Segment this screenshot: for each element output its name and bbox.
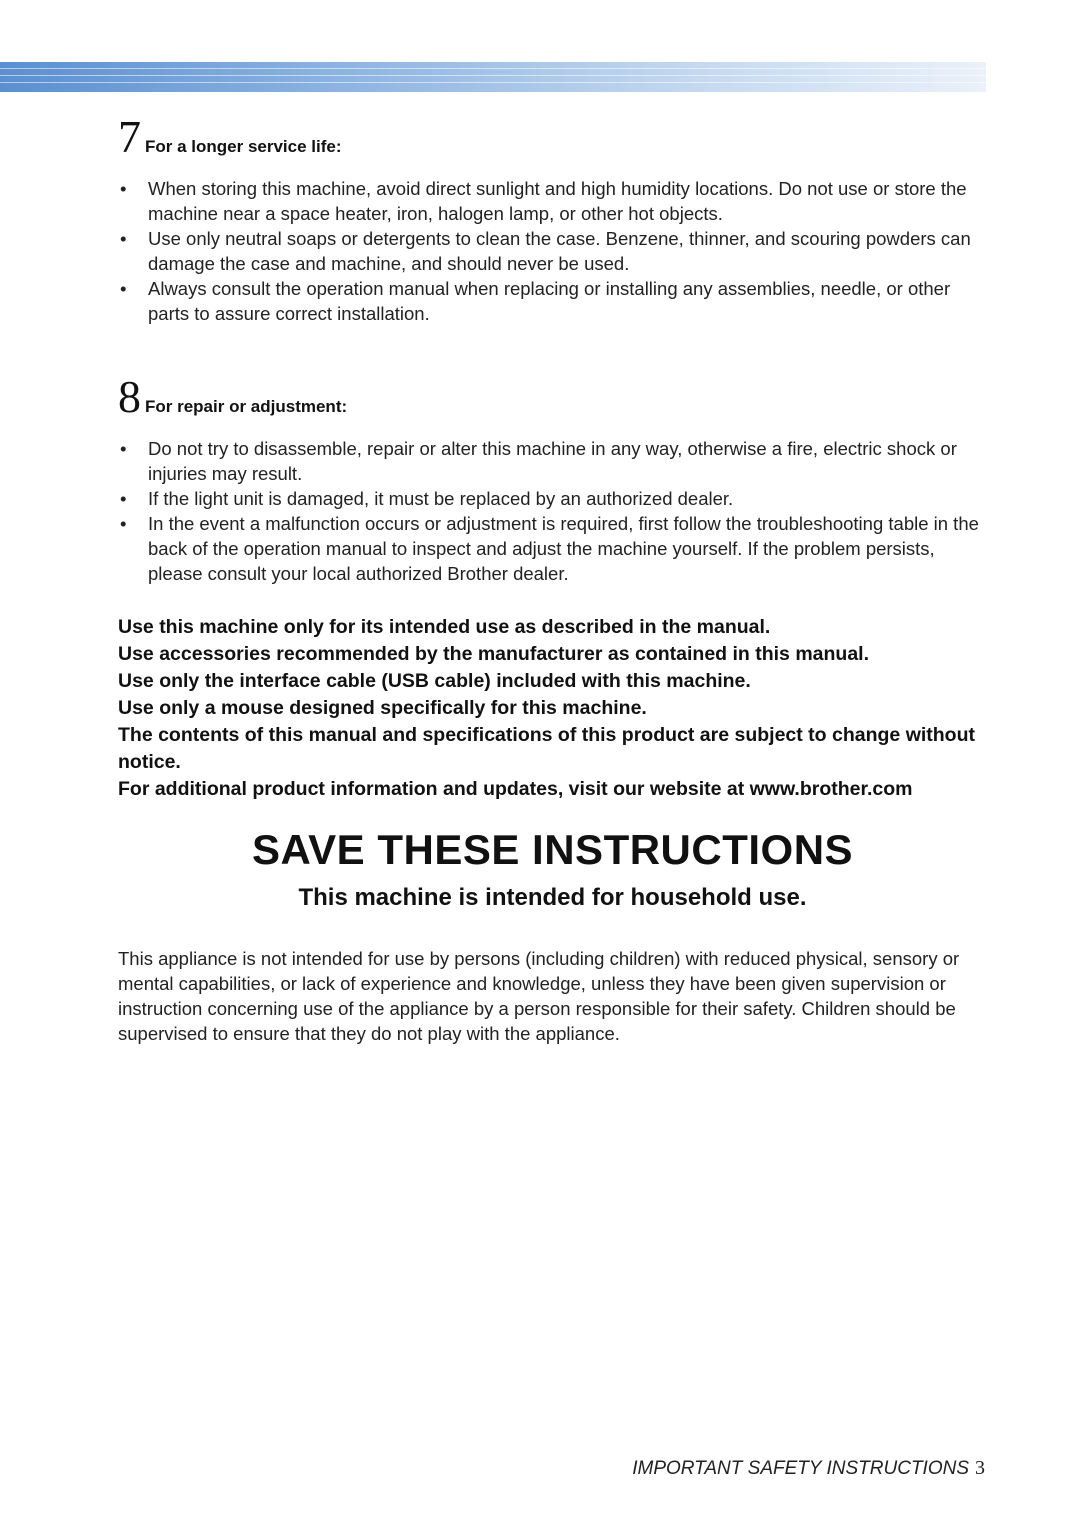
list-item: • If the light unit is damaged, it must be replaced by an authorized dealer. <box>120 488 734 509</box>
section-number: 8 <box>118 371 141 422</box>
list-item: • Do not try to disassemble, repair or alter this machine in any way, otherwise a fire, electric shock or injuries may result. <box>120 438 957 484</box>
notice-line: Use only a mouse designed specifically for this machine. <box>118 697 647 719</box>
section-title: For a longer service life: <box>145 137 342 156</box>
save-instructions-title: SAVE THESE INSTRUCTIONS <box>251 826 854 873</box>
bullet-icon: • <box>120 438 127 459</box>
bullet-list <box>118 176 988 326</box>
household-use-subtitle: This machine is intended for household use. <box>298 884 807 911</box>
page-number: 3 <box>975 1457 985 1479</box>
footer-label: IMPORTANT SAFETY INSTRUCTIONS <box>632 1458 969 1479</box>
bullet-icon: • <box>120 513 127 534</box>
bullet-icon: • <box>120 488 127 509</box>
section-heading <box>118 111 988 162</box>
usage-notices <box>118 614 998 803</box>
list-item: • When storing this machine, avoid direct sunlight and high humidity locations. Do not use or store the machine near a space heater, iron, halogen lamp, or other hot objects. <box>120 178 967 224</box>
list-item: • In the event a malfunction occurs or adjustment is required, first follow the troubleshooting table in the back of the operation manual to inspect and adjust the machine yourself. If the problem persists, please consult your local authorized Brother dealer. <box>120 513 979 584</box>
bullet-icon: • <box>120 228 127 249</box>
section-title: For repair or adjustment: <box>145 397 348 416</box>
section-number: 7 <box>118 111 141 162</box>
section-heading <box>118 371 988 422</box>
appliance-usage-note: This appliance is not intended for use by persons (including children) with reduced physical, sensory or mental capabilities, or lack of experience and knowledge, unless they have been given supervision or instruction concerning use of the appliance by a person responsible for their safety. Children should be supervised to ensure that they do not play with the appliance. <box>118 948 960 1044</box>
notice-line: Use accessories recommended by the manufacturer as contained in this manual. <box>118 643 870 665</box>
list-item: • Always consult the operation manual when replacing or installing any assemblies, needle, or other parts to assure correct installation. <box>120 278 951 324</box>
header-color-band <box>0 62 986 92</box>
section-repair <box>118 371 988 586</box>
list-item: • Use only neutral soaps or detergents to clean the case. Benzene, thinner, and scouring powders can damage the case and machine, and should never be used. <box>120 228 971 274</box>
notice-line: Use this machine only for its intended use as described in the manual. <box>118 616 771 638</box>
page-footer <box>632 1457 985 1480</box>
bullet-icon: • <box>120 278 127 299</box>
section-service-life <box>118 111 988 326</box>
bullet-list <box>118 436 988 586</box>
bullet-icon: • <box>120 178 127 199</box>
notice-line: For additional product information and updates, visit our website at www.brother.com <box>118 778 913 800</box>
notice-line: The contents of this manual and specifications of this product are subject to change without notice. <box>118 724 976 773</box>
notice-line: Use only the interface cable (USB cable) included with this machine. <box>118 670 751 692</box>
